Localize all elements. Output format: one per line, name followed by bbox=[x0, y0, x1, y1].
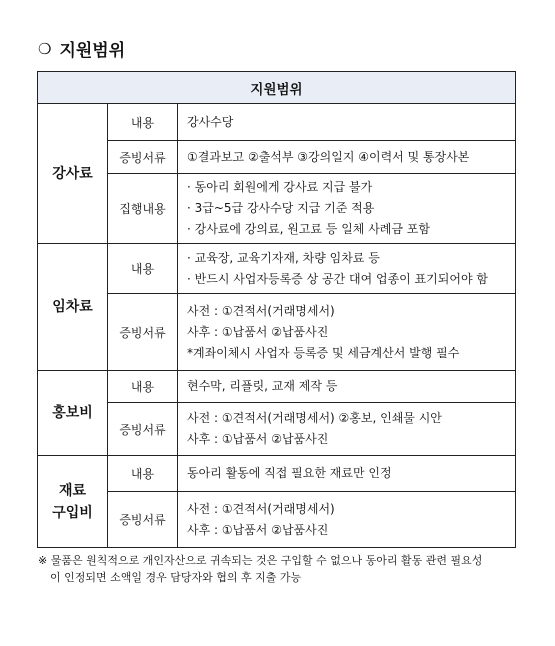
category-label: 재료 bbox=[58, 482, 87, 499]
row-content bbox=[178, 244, 516, 294]
table-row bbox=[38, 174, 516, 244]
footnote bbox=[38, 552, 518, 586]
table-row bbox=[38, 294, 516, 371]
content-line: 현수막, 리플릿, 교재 제작 등 bbox=[187, 379, 338, 393]
row-label: 증빙서류 bbox=[108, 403, 178, 456]
section-heading-text: 지원범위 bbox=[59, 41, 126, 61]
row-content bbox=[178, 294, 516, 371]
row-content bbox=[178, 403, 516, 456]
row-content bbox=[178, 492, 516, 548]
category-label: 홍보비 bbox=[52, 405, 93, 421]
category-label: 임차료 bbox=[52, 299, 93, 315]
row-content bbox=[178, 174, 516, 244]
content-line: 사전 : ①견적서(거래명세서) bbox=[187, 303, 335, 318]
circle-bullet-icon: ❍ bbox=[38, 39, 52, 58]
content-line: 사전 : ①견적서(거래명세서) ②홍보, 인쇄물 시안 bbox=[187, 411, 442, 425]
row-label: 내용 bbox=[108, 104, 178, 141]
content-line: 사후 : ①납품서 ②납품사진 bbox=[187, 522, 329, 537]
footnote-line: ※ 물품은 원칙적으로 개인자산으로 귀속되는 것은 구입할 수 없으나 동아리 활동 관련 필요성 bbox=[38, 554, 483, 567]
table-row bbox=[38, 456, 516, 492]
row-content bbox=[178, 104, 516, 141]
category-label: 강사료 bbox=[52, 165, 93, 182]
row-label: 내용 bbox=[108, 244, 178, 294]
content-line: · 3급~5급 강사수당 지급 기준 적용 bbox=[187, 201, 375, 215]
row-label: 증빙서류 bbox=[108, 141, 178, 174]
content-line: 사후 : ①납품서 ②납품사진 bbox=[187, 324, 329, 339]
content-line: 사후 : ①납품서 ②납품사진 bbox=[187, 432, 329, 446]
row-label: 집행내용 bbox=[108, 174, 178, 244]
row-content bbox=[178, 371, 516, 403]
content-line: · 동아리 회원에게 강사료 지급 불가 bbox=[187, 180, 373, 194]
table-row bbox=[38, 244, 516, 294]
content-line: · 반드시 사업자등록증 상 공간 대여 업종이 표기되어야 함 bbox=[187, 271, 488, 286]
section-heading bbox=[38, 36, 125, 61]
content-line: 사전 : ①견적서(거래명세서) bbox=[187, 501, 335, 516]
content-line: ①결과보고 ②출석부 ③강의일지 ④이력서 및 통장사본 bbox=[187, 149, 470, 164]
table-title: 지원범위 bbox=[38, 72, 516, 104]
category-cell bbox=[38, 456, 108, 548]
content-line: · 교육장, 교육기자재, 차량 임차료 등 bbox=[187, 250, 380, 265]
row-content bbox=[178, 141, 516, 174]
category-label: 구입비 bbox=[52, 504, 93, 521]
category-cell bbox=[38, 104, 108, 244]
row-label: 내용 bbox=[108, 456, 178, 492]
content-line: 강사수당 bbox=[187, 114, 234, 129]
support-scope-table bbox=[37, 71, 516, 548]
row-label: 내용 bbox=[108, 371, 178, 403]
content-line: 동아리 활동에 직접 필요한 재료만 인정 bbox=[187, 466, 392, 480]
table-row bbox=[38, 403, 516, 456]
category-cell bbox=[38, 244, 108, 371]
table-row bbox=[38, 492, 516, 548]
category-cell bbox=[38, 371, 108, 456]
table-header-row bbox=[38, 72, 516, 104]
table-row bbox=[38, 371, 516, 403]
table-row bbox=[38, 141, 516, 174]
table-row bbox=[38, 104, 516, 141]
row-content bbox=[178, 456, 516, 492]
row-label: 증빙서류 bbox=[108, 294, 178, 371]
row-label: 증빙서류 bbox=[108, 492, 178, 548]
footnote-line: 이 인정되면 소액일 경우 담당자와 협의 후 지출 가능 bbox=[50, 571, 302, 584]
content-line: *계좌이체시 사업자 등록증 및 세금계산서 발행 필수 bbox=[187, 345, 460, 360]
content-line: · 강사료에 강의료, 원고료 등 일체 사례금 포함 bbox=[187, 222, 430, 236]
